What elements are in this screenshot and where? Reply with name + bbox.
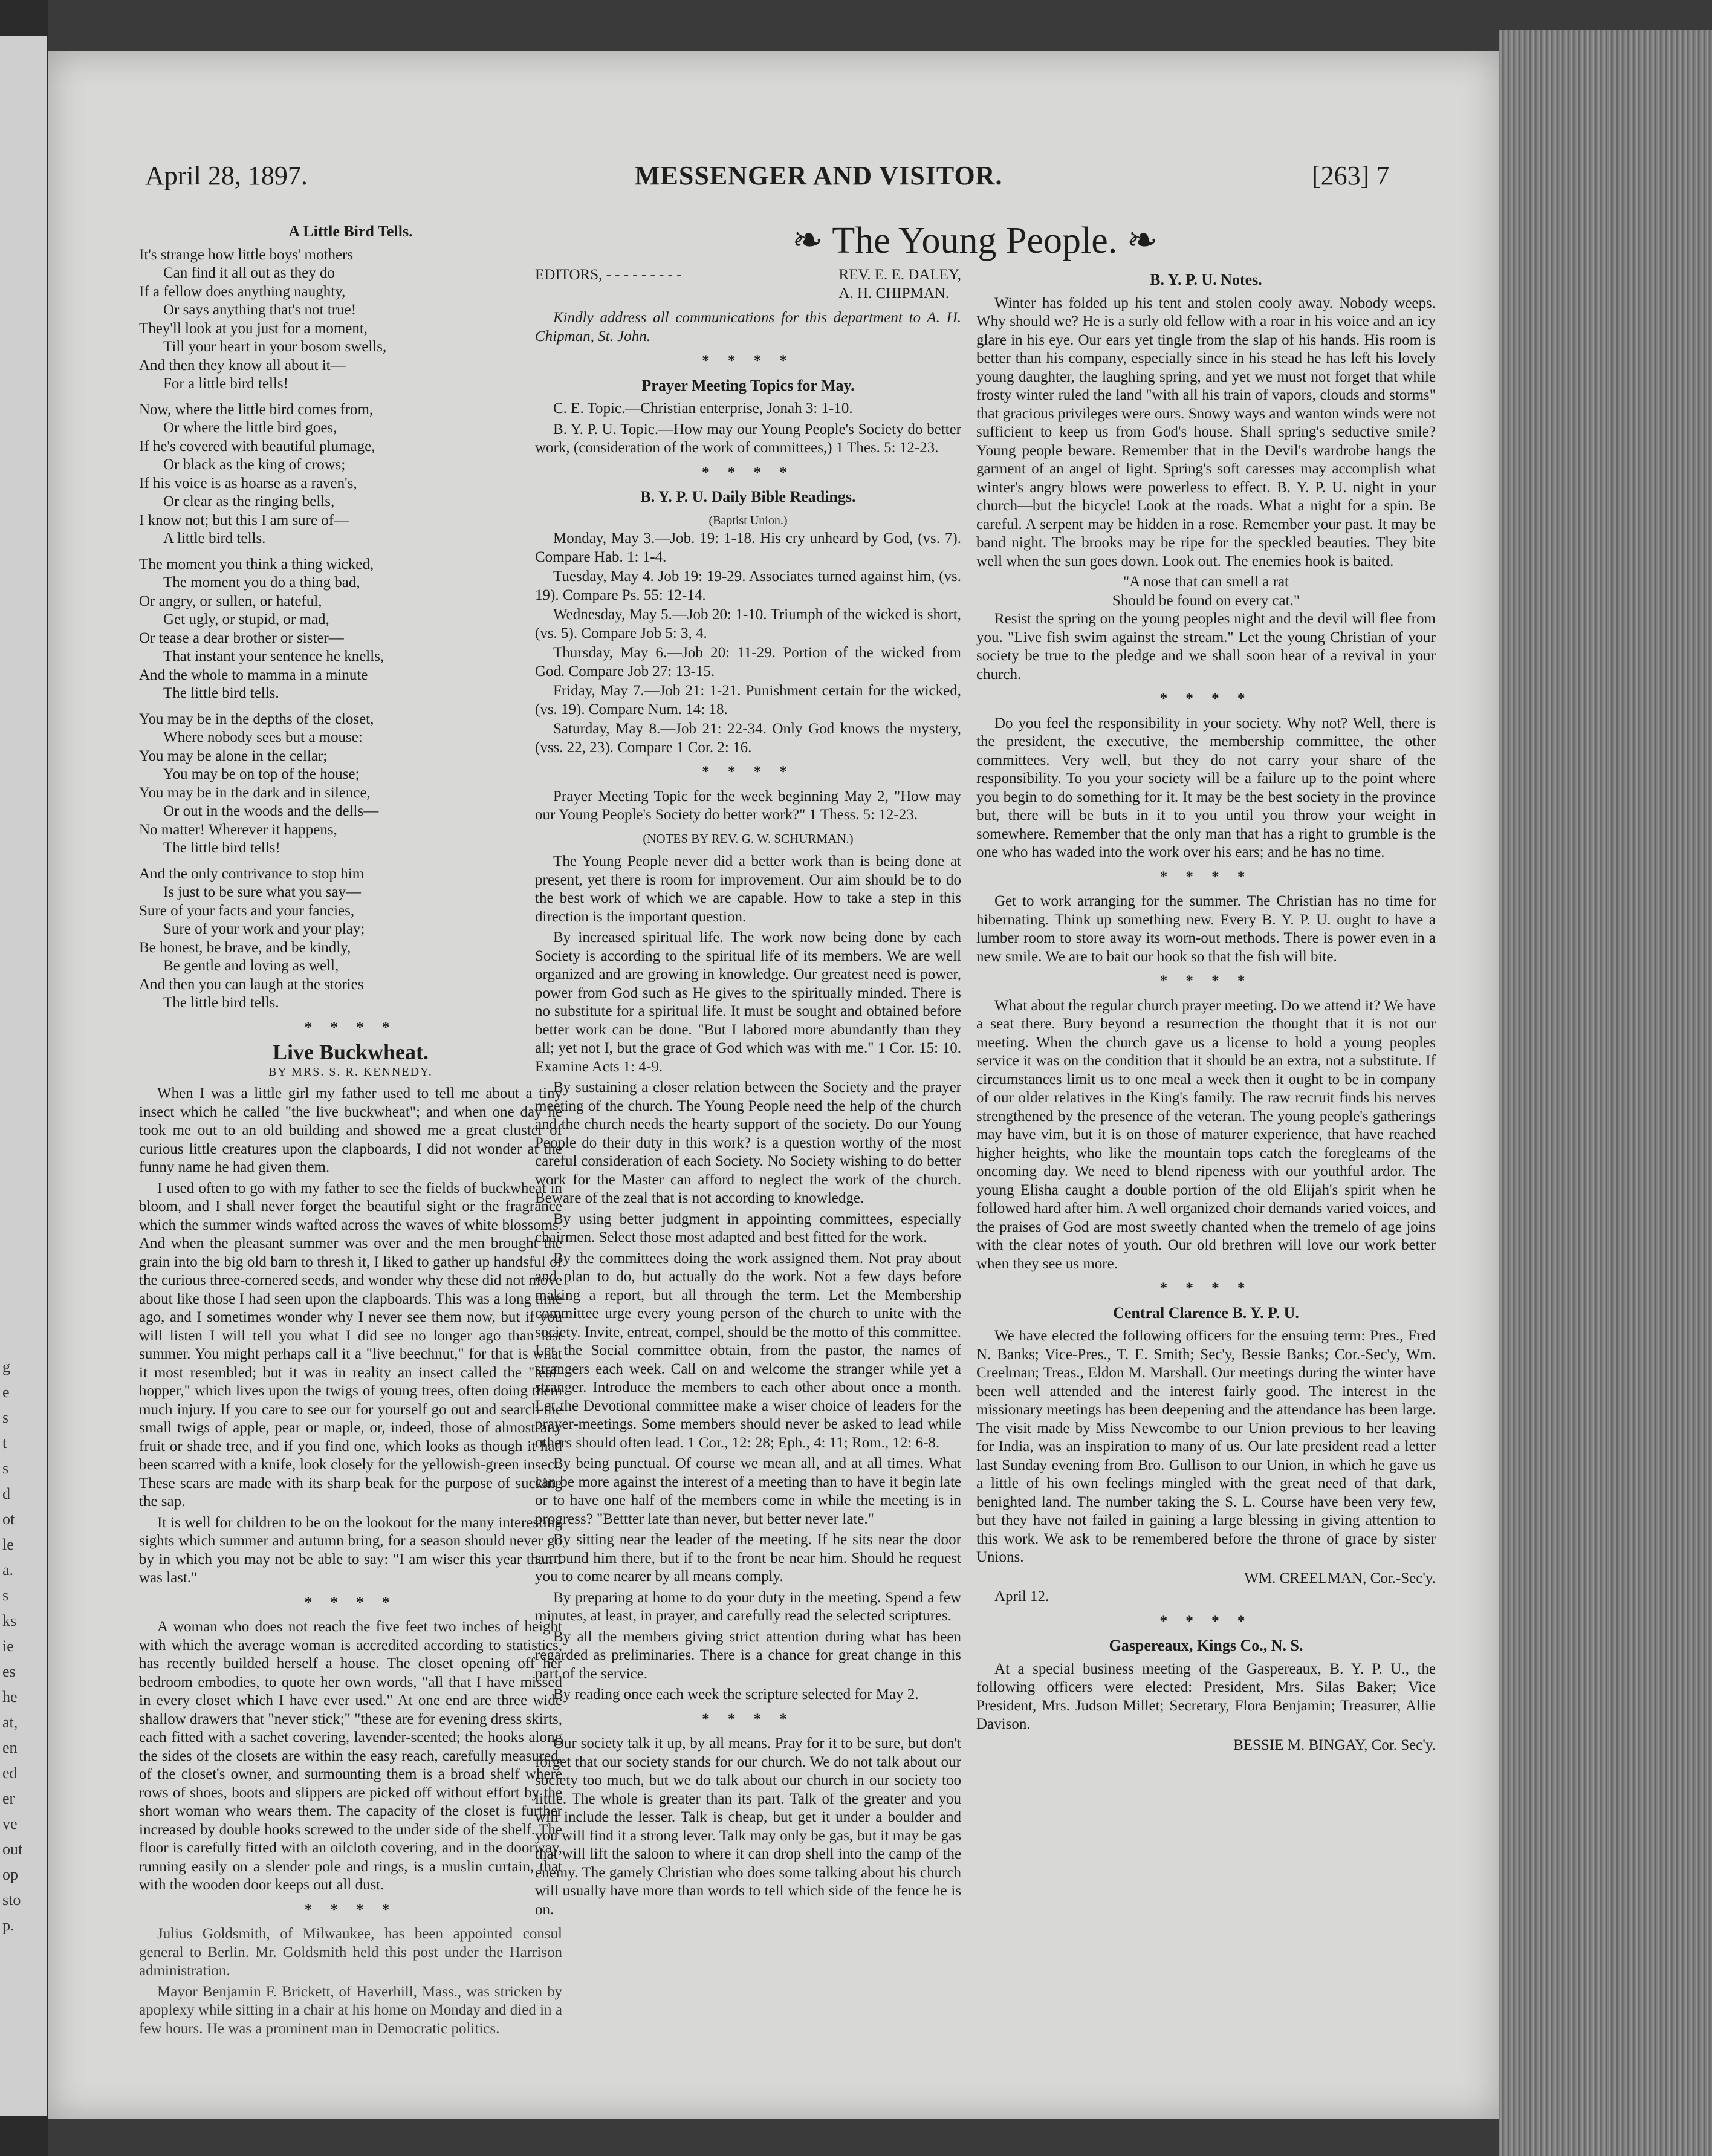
article-paragraph: What about the regular church prayer meeting. Do we attend it? We have a seat there. Bury beyond a resurrection the thought that it is not our meeting. When the church gave us a license to hold a young peoples service it was on the condition that it should be an extra, not a substitute. If circumstances limit us to one meal a week then it ought to be in company of our older relatives in the King's family. The raw recruit finds his nerves strengthened by the presence of the veteran. The young people's gatherings may have vim, but it is on those of maturer experience, that have reached higher heights, who like the mountain tops catch the foregleams of the oncoming day. We need to blend ripeness with our youthful ardor. The young Elisha caught a double portion of the old Elijah's spirit when he followed hard after him. A well organized choir demands varied voices, and the praises of God are most sweetly chanted when the tremelo of age joins with the clear notes of youth. Our old brethren will love our work better when they see us more.: [976, 997, 1436, 1272]
page-stack-edge: [1499, 30, 1712, 2156]
previous-page-fragment: ie: [2, 1637, 14, 1655]
article-paragraph: Do you feel the responsibility in your society. Why not? Well, there is the president, the executive, the membership committee, the other committees. Very well, but they do not carry your share of the responsibility. To you your society will be a failure up to the point where you begin to do something for it. It may be the best society in the province but, there will be buts in it to you until you throw your weight in somewhere. Remember that the only man that has a right to grumble is the one who has waded into the work over his ears; and he has no time.: [976, 715, 1436, 860]
byline: BY MRS. S. R. KENNEDY.: [268, 1065, 433, 1079]
poem-line: A little bird tells.: [163, 530, 266, 547]
poem-line: Or says anything that's not true!: [163, 302, 357, 318]
poem-line: If his voice is as hoarse as a raven's,: [139, 475, 357, 492]
address-note: Kindly address all communications for this department to A. H. Chipman, St. John.: [535, 310, 961, 345]
topic-line: C. E. Topic.—Christian enterprise, Jonah 3: 1-10.: [553, 400, 853, 417]
poem-line: For a little bird tells!: [163, 375, 288, 392]
poem-line: Where nobody sees but a mouse:: [163, 729, 363, 745]
previous-page-fragments: [2, 1354, 45, 1938]
article-paragraph: By increased spiritual life. The work now being done by each Society is according to the spiritual life of its members. We are well organized and are growing in knowledge. Our greatest need is power, power from God such as He gives to the spiritually minded. There is no substitute for a spiritual life. It must be sought and obtained before better work can be done. "But I labored more abundantly than they all; yet not I, but the grace of God which was with me." 1 Cor. 15: 10. Examine Acts 1: 4-9.: [535, 929, 961, 1075]
previous-page-fragment: op: [2, 1866, 18, 1883]
poem-line: And then they know all about it—: [139, 357, 346, 374]
previous-page-fragment: he: [2, 1688, 18, 1706]
poem-line: If he's covered with beautiful plumage,: [139, 438, 375, 455]
poem-line: If a fellow does anything naughty,: [139, 283, 346, 300]
previous-page-fragment: t: [2, 1434, 7, 1452]
poem-line: Till your heart in your bosom swells,: [163, 339, 387, 355]
poem-line: You may be alone in the cellar;: [139, 747, 328, 764]
article-paragraph: When I was a little girl my father used to tell me about a tiny insect which he called "the live buckwheat"; and when one day he took me out to an old building and showed me a great cluster of curious little creatures upon the clapboards, I did not wonder at the funny name he had given them.: [139, 1085, 562, 1175]
article-paragraph: I used often to go with my father to see the fields of buckwheat in bloom, and I shall never forget the beautiful sight or the fragrance which the summer winds wafted across the waves of white blossoms. And when the pleasant summer was over and the men brought the grain into the big old barn to thresh it, I liked to gather up handsful of the curious three-cornered seeds, and wonder why these did not move about like those I had seen upon the clapboards. This was a long time ago, and I sometimes wonder why I never see them now, but if you will listen I will tell you what I did see no longer ago than last summer. You might perhaps call it a "live beechnut," for that is what it most resembled; but it was in reality an insect called the "leaf-hopper," which lives upon the twigs of young trees, often doing them much injury. If you care to see our for yourself go out and search the small twigs of apple, pear or maple, or, indeed, those of almost any fruit or shade tree, and if you find one, which looks as though it had been scarred with a knife, look closely for the yellowish-green insect. These scars are made with its sharp beak for the purpose of sucking the sap.: [139, 1180, 562, 1510]
separator: * * * *: [702, 1710, 794, 1727]
article-paragraph: Saturday, May 8.—Job 21: 22-34. Only God knows the mystery, (vss. 22, 23). Compare 1 Cor. 2: 16.: [535, 721, 961, 756]
page-number: [263] 7: [1312, 161, 1390, 190]
poem-line: Be gentle and loving as well,: [163, 958, 339, 974]
separator: * * * *: [304, 1019, 397, 1036]
article-paragraph: By reading once each week the scripture selected for May 2.: [553, 1686, 919, 1703]
previous-page-fragment: ed: [2, 1764, 18, 1782]
topic-week: Prayer Meeting Topic for the week beginning May 2, "How may our Young People's Society do better work?" 1 Thess. 5: 12-23.: [535, 788, 961, 823]
editor-name: REV. E. E. DALEY,: [838, 267, 961, 283]
section-heading: Central Clarence B. Y. P. U.: [1113, 1304, 1299, 1322]
article-paragraph: By sitting near the leader of the meeting. If he sits near the door surround him there, but if to the front be near him. Should he request you to come nearer by all means comply.: [535, 1531, 961, 1585]
section-title: ❧ The Young People. ❧: [792, 220, 1158, 261]
quote-line: Should be found on every cat.": [1112, 592, 1300, 609]
poem-line: Is just to be sure what you say—: [163, 884, 362, 900]
poem-line: I know not; but this I am sure of—: [139, 511, 349, 528]
poem-line: Now, where the little bird comes from,: [139, 401, 374, 418]
column-2: [535, 266, 961, 1921]
separator: * * * *: [702, 352, 794, 369]
previous-page-fragment: le: [2, 1536, 14, 1553]
poem: [139, 246, 562, 1013]
separator: * * * *: [304, 1901, 397, 1918]
separator: * * * *: [1159, 973, 1253, 989]
article-paragraph: Friday, May 7.—Job 21: 1-21. Punishment certain for the wicked, (vs. 19). Compare Num. 14: 18.: [535, 683, 961, 718]
poem-line: They'll look at you just for a moment,: [139, 320, 368, 337]
notes-byline: (NOTES BY REV. G. W. SCHURMAN.): [643, 831, 854, 846]
article-paragraph: It is well for children to be on the lookout for the many interesting sights which summer and autumn bring, for a season should never go by in which you may not be able to say: "I am wiser this year than I was last.": [139, 1514, 562, 1586]
poem-line: You may be on top of the house;: [163, 766, 360, 782]
previous-page-fragment: d: [2, 1485, 10, 1502]
previous-page-fragment: er: [2, 1790, 15, 1807]
previous-page-fragment: s: [2, 1586, 9, 1604]
section-heading: B. Y. P. U. Daily Bible Readings.: [640, 488, 856, 505]
previous-page-fragment: a.: [2, 1561, 14, 1579]
section-heading: Prayer Meeting Topics for May.: [641, 376, 855, 394]
article-paragraph: A woman who does not reach the five feet two inches of height with which the average woman is accredited according to statistics, has recently builded herself a house. The closet opening off her bedroom embodies, to quote her own words, "all that I have missed in every closet which I have ever used." At one end are three wide shallow drawers that "never stick;" "these are for evening dress skirts, each fitted with a sachet covering, lavender-scented; the hooks along the sides of the closets are within the easy reach, carefully measured, of the closet's owner, and surmounting them is a broad shelf where rows of shoes, boots and slippers are picked off without effort by the short woman who wears them. The capacity of the closet is further increased by double hooks screwed to the under side of the shelf. The floor is carefully fitted with an oilcloth covering, and in the doorway, running easily on a slender pole and rings, is a muslin curtain, that with the wooden door keeps out all dust.: [139, 1619, 562, 1893]
readings-list: [535, 530, 961, 757]
article-title: Live Buckwheat.: [272, 1040, 429, 1064]
separator: * * * *: [1159, 1612, 1253, 1629]
article-paragraph: We have elected the following officers for the ensuing term: Pres., Fred N. Banks; Vice-Pres., T. E. Smith; Sec'y, Bessie Banks; Cor.-Sec'y, Wm. Creelman; Treas., Eldon M. Marshall. Our meetings during the winter have been well attended and the interest fairly good. The interest in the missionary meetings has been deepening and the attendance has been large. The visit made by Miss Newcombe to our Union previous to her leaving for India, was an inspiration to many of us. Our late president read a letter last Sunday evening from Bro. Gullison to our Union, in which he gave us a little of his own feelings mingled with the great need of that dark, benighted land. The number taking the S. L. Course have been very few, but they have not failed in gaining a large blessing in giving attention to this work. We ask to be remembered before the throne of grace by sister Unions.: [976, 1328, 1436, 1565]
poem-line: The moment you do a thing bad,: [163, 574, 360, 591]
article-paragraph: Get to work arranging for the summer. The Christian has no time for hibernating. Think up something new. Every B. Y. P. U. ought to have a lumber room to store away its worn-out methods. There is power even in a new smile. We are to bait our hook so that the fish will bite.: [976, 893, 1436, 965]
issue-date: April 28, 1897.: [145, 161, 308, 190]
previous-page-fragment: en: [2, 1739, 18, 1756]
article-paragraph: Thursday, May 6.—Job 20: 11-29. Portion of the wicked from God. Compare Job 27: 13-15.: [535, 645, 961, 680]
news-item: Julius Goldsmith, of Milwaukee, has been appointed consul general to Berlin. Mr. Goldsmith held this post under the Harrison administration.: [139, 1926, 562, 1979]
topic-line: B. Y. P. U. Topic.—How may our Young People's Society do better work, (consideration of the work of committees,) 1 Thes. 5: 12-23.: [535, 421, 961, 456]
poem-line: Can find it all out as they do: [163, 265, 335, 281]
article-paragraph: By using better judgment in appointing committees, especially chairmen. Select those most adapted and best fitted for the work.: [535, 1210, 961, 1245]
poem-line: The little bird tells.: [163, 685, 279, 701]
column-3: [976, 266, 1436, 1755]
column-1: [139, 218, 562, 2041]
poem-line: Or out in the woods and the dells—: [163, 803, 379, 819]
previous-page-fragment: es: [2, 1663, 16, 1680]
dateline: April 12.: [994, 1588, 1049, 1605]
article-paragraph: Winter has folded up his tent and stolen cooly away. Nobody weeps. Why should we? He is a surly old fellow with a roar in his voice and an icy glare in his eye. Our ears yet tingle from the slap of his hands. His room is better than his company, especially since in his stead he has left his lovely young daughter, the laughing spring, and yet we must not forget that while frosty winter ruled the land "with all his train of vapors, clouds and storms" that gracious privileges were ours. Snowy ways and wanton winds were not sufficient to keep us from God's house. Shall spring's seductive smile? Young people beware. Remember that in the Devil's wardrobe hangs the garment of an angel of light. Spring's soft caresses may accomplish what winter's angry blows were powerless to effect. B. Y. P. U. night in your church—but the bicycle! Look at the roads. What a night for a spin. Be careful. A serpent may be hidden in a rose. Remember your past. It may be band night. The brooks may be ripe for the speckled beauties. They bite well when the sun goes down. Look out. The enemies hook is baited.: [976, 294, 1436, 570]
editors-line: [535, 266, 961, 303]
poem-line: Sure of your facts and your fancies,: [139, 902, 355, 919]
editors-label: EDITORS, - - - - - - - - -: [535, 267, 682, 283]
article-paragraph: By the committees doing the work assigned them. Not pray about and plan to do, but actually do the work. Not a few days before making a report, but all through the term. Let the Membership committee urge every young person of the church to unite with the society. Invite, entreat, compel, should be the motto of this committee. Let the Social committee obtain, from the pastor, the names of strangers each week. Call on and welcome the stranger while yet a stranger. Introduce the members to each other about once a month. Let the Devotional committee make a wiser choice of leaders for the prayer-meetings. Some members should never be asked to lead while others should often lead. 1 Cor., 12: 28; Eph., 4: 11; Rom., 12: 6-8.: [535, 1250, 961, 1451]
previous-page-fragment: e: [2, 1383, 10, 1401]
article-body: [535, 852, 961, 1704]
masthead-title: MESSENGER AND VISITOR.: [635, 161, 1003, 190]
section-heading: Gaspereaux, Kings Co., N. S.: [1109, 1637, 1303, 1654]
separator: * * * *: [702, 764, 794, 780]
signature: BESSIE M. BINGAY, Cor. Sec'y.: [1233, 1736, 1436, 1753]
poem-line: It's strange how little boys' mothers: [139, 246, 354, 263]
article-paragraph: By sustaining a closer relation between the Society and the prayer meeting of the church. The Young People need the help of the church and the church needs the hearty support of the society. Do our Young People do their duty in this work? is a question worthy of the most careful consideration of each Society. No Society wishing to do better work for the Master can afford to neglect the work of the church. Beware of the zeal that is not according to knowledge.: [535, 1079, 961, 1206]
article-paragraph: Wednesday, May 5.—Job 20: 1-10. Triumph of the wicked is short, (vs. 5). Compare Job 5: 3, 4.: [535, 606, 961, 641]
previous-page-fragment: ks: [2, 1612, 17, 1629]
poem-line: And the only contrivance to stop him: [139, 865, 365, 882]
poem-line: Or black as the king of crows;: [163, 456, 346, 473]
article-paragraph: By being punctual. Of course we mean all, and at all times. What can be more against the interest of a meeting than to have it begin late or to have one half of the members come in while the meeting is in progress? "Bettter late than never, but better never late.": [535, 1455, 961, 1527]
poem-line: [139, 858, 562, 865]
quote-line: "A nose that can smell a rat: [1123, 574, 1289, 590]
article-paragraph: Our society talk it up, by all means. Pray for it to be sure, but don't forget that our society stands for our church. We do not talk about our society too much, but we do talk about our church in our society too little. The whole is greater than its part. Talk of the greater and you will include the lesser. Talk is cheap, but get it under a boulder and you will find it a strong lever. Talk may only be gas, but it may be gas that will lift the saloon to where it can drop shell into the camp of the enemy. The gamely Christian who does some talking about his church will usually have more than words to tell which side of the fence he is on.: [535, 1735, 961, 1918]
separator: * * * *: [304, 1594, 397, 1611]
previous-page-fragment: p.: [2, 1917, 15, 1934]
subheading: (Baptist Union.): [708, 513, 788, 527]
separator: * * * *: [1159, 868, 1253, 885]
poem-line: Get ugly, or stupid, or mad,: [163, 611, 329, 628]
poem-line: The little bird tells.: [163, 995, 279, 1011]
previous-page-fragment: at,: [2, 1713, 18, 1731]
previous-page-fragment: s: [2, 1409, 9, 1426]
article-paragraph: Tuesday, May 4. Job 19: 19-29. Associates turned against him, (vs. 19). Compare Ps. 55: 12-14.: [535, 568, 961, 603]
page-header: [91, 160, 1445, 203]
poem-line: Or clear as the ringing bells,: [163, 493, 335, 510]
article-paragraph: Resist the spring on the young peoples night and the devil will flee from you. "Live fish swim against the stream." Let the young Christian of your society be true to the pledge and we shall soon hear of a revival in your church.: [976, 611, 1436, 683]
previous-page-fragment: ve: [2, 1815, 18, 1833]
poem-line: Be honest, be brave, and be kindly,: [139, 939, 351, 956]
poem-line: The little bird tells!: [163, 840, 280, 856]
signature: WM. CREELMAN, Cor.-Sec'y.: [1244, 1570, 1436, 1586]
poem-line: [139, 703, 562, 710]
section-heading: B. Y. P. U. Notes.: [1150, 271, 1262, 288]
editors-names: [838, 266, 961, 303]
poem-title: A Little Bird Tells.: [288, 222, 413, 240]
article-paragraph: At a special business meeting of the Gaspereaux, B. Y. P. U., the following officers were elected: President, Mrs. Silas Baker; Vice President, Mrs. Judson Millet; Secretary, Flora Benjamin; Treasurer, Allie Davison.: [976, 1660, 1436, 1732]
previous-page-fragment: s: [2, 1460, 9, 1477]
article-paragraph: Monday, May 3.—Job. 19: 1-18. His cry unheard by God, (vs. 7). Compare Hab. 1: 1-4.: [535, 530, 961, 565]
article-paragraph: By all the members giving strict attention during what has been regarded as preliminaries. There is a chance for great change in this part of the service.: [535, 1628, 961, 1682]
poem-line: Sure of your work and your play;: [163, 921, 365, 937]
poem-line: You may be in the depths of the closet,: [139, 710, 374, 727]
poem-line: No matter! Wherever it happens,: [139, 821, 337, 838]
news-item: Mayor Benjamin F. Brickett, of Haverhill, Mass., was stricken by apoplexy while sitting in a chair at his home on Monday and died in a few hours. He was a prominent man in Democratic politics.: [139, 1983, 562, 2037]
previous-page-fragment: ot: [2, 1510, 15, 1528]
previous-page-fragment: g: [2, 1358, 10, 1375]
poem-line: And the whole to mamma in a minute: [139, 666, 368, 683]
poem-line: The moment you think a thing wicked,: [139, 556, 374, 573]
article-paragraph: By preparing at home to do your duty in the meeting. Spend a few minutes, at least, in prayer, and carefully read the selected scriptures.: [535, 1589, 961, 1624]
previous-page-fragment: sto: [2, 1891, 21, 1909]
poem-line: And then you can laugh at the stories: [139, 976, 364, 993]
previous-page-edge: [0, 36, 47, 2116]
poem-line: Or angry, or sullen, or hateful,: [139, 593, 322, 609]
separator: * * * *: [1159, 1280, 1253, 1296]
separator: * * * *: [702, 464, 794, 481]
previous-page-fragment: out: [2, 1840, 23, 1858]
article-body: [139, 1085, 562, 1588]
poem-line: [139, 548, 562, 556]
article-paragraph: The Young People never did a better work than is being done at present, yet there is room for improvement. Our aim should be to do the best work of which we are capable. How to take a step in this direction is the important question.: [535, 853, 961, 925]
separator: * * * *: [1159, 690, 1253, 707]
poem-line: [139, 394, 562, 401]
poem-line: That instant your sentence he knells,: [163, 648, 384, 664]
poem-line: You may be in the dark and in silence,: [139, 784, 371, 801]
editor-name: A. H. CHIPMAN.: [838, 285, 950, 302]
poem-line: Or tease a dear brother or sister—: [139, 629, 344, 646]
poem-line: Or where the little bird goes,: [163, 420, 337, 436]
